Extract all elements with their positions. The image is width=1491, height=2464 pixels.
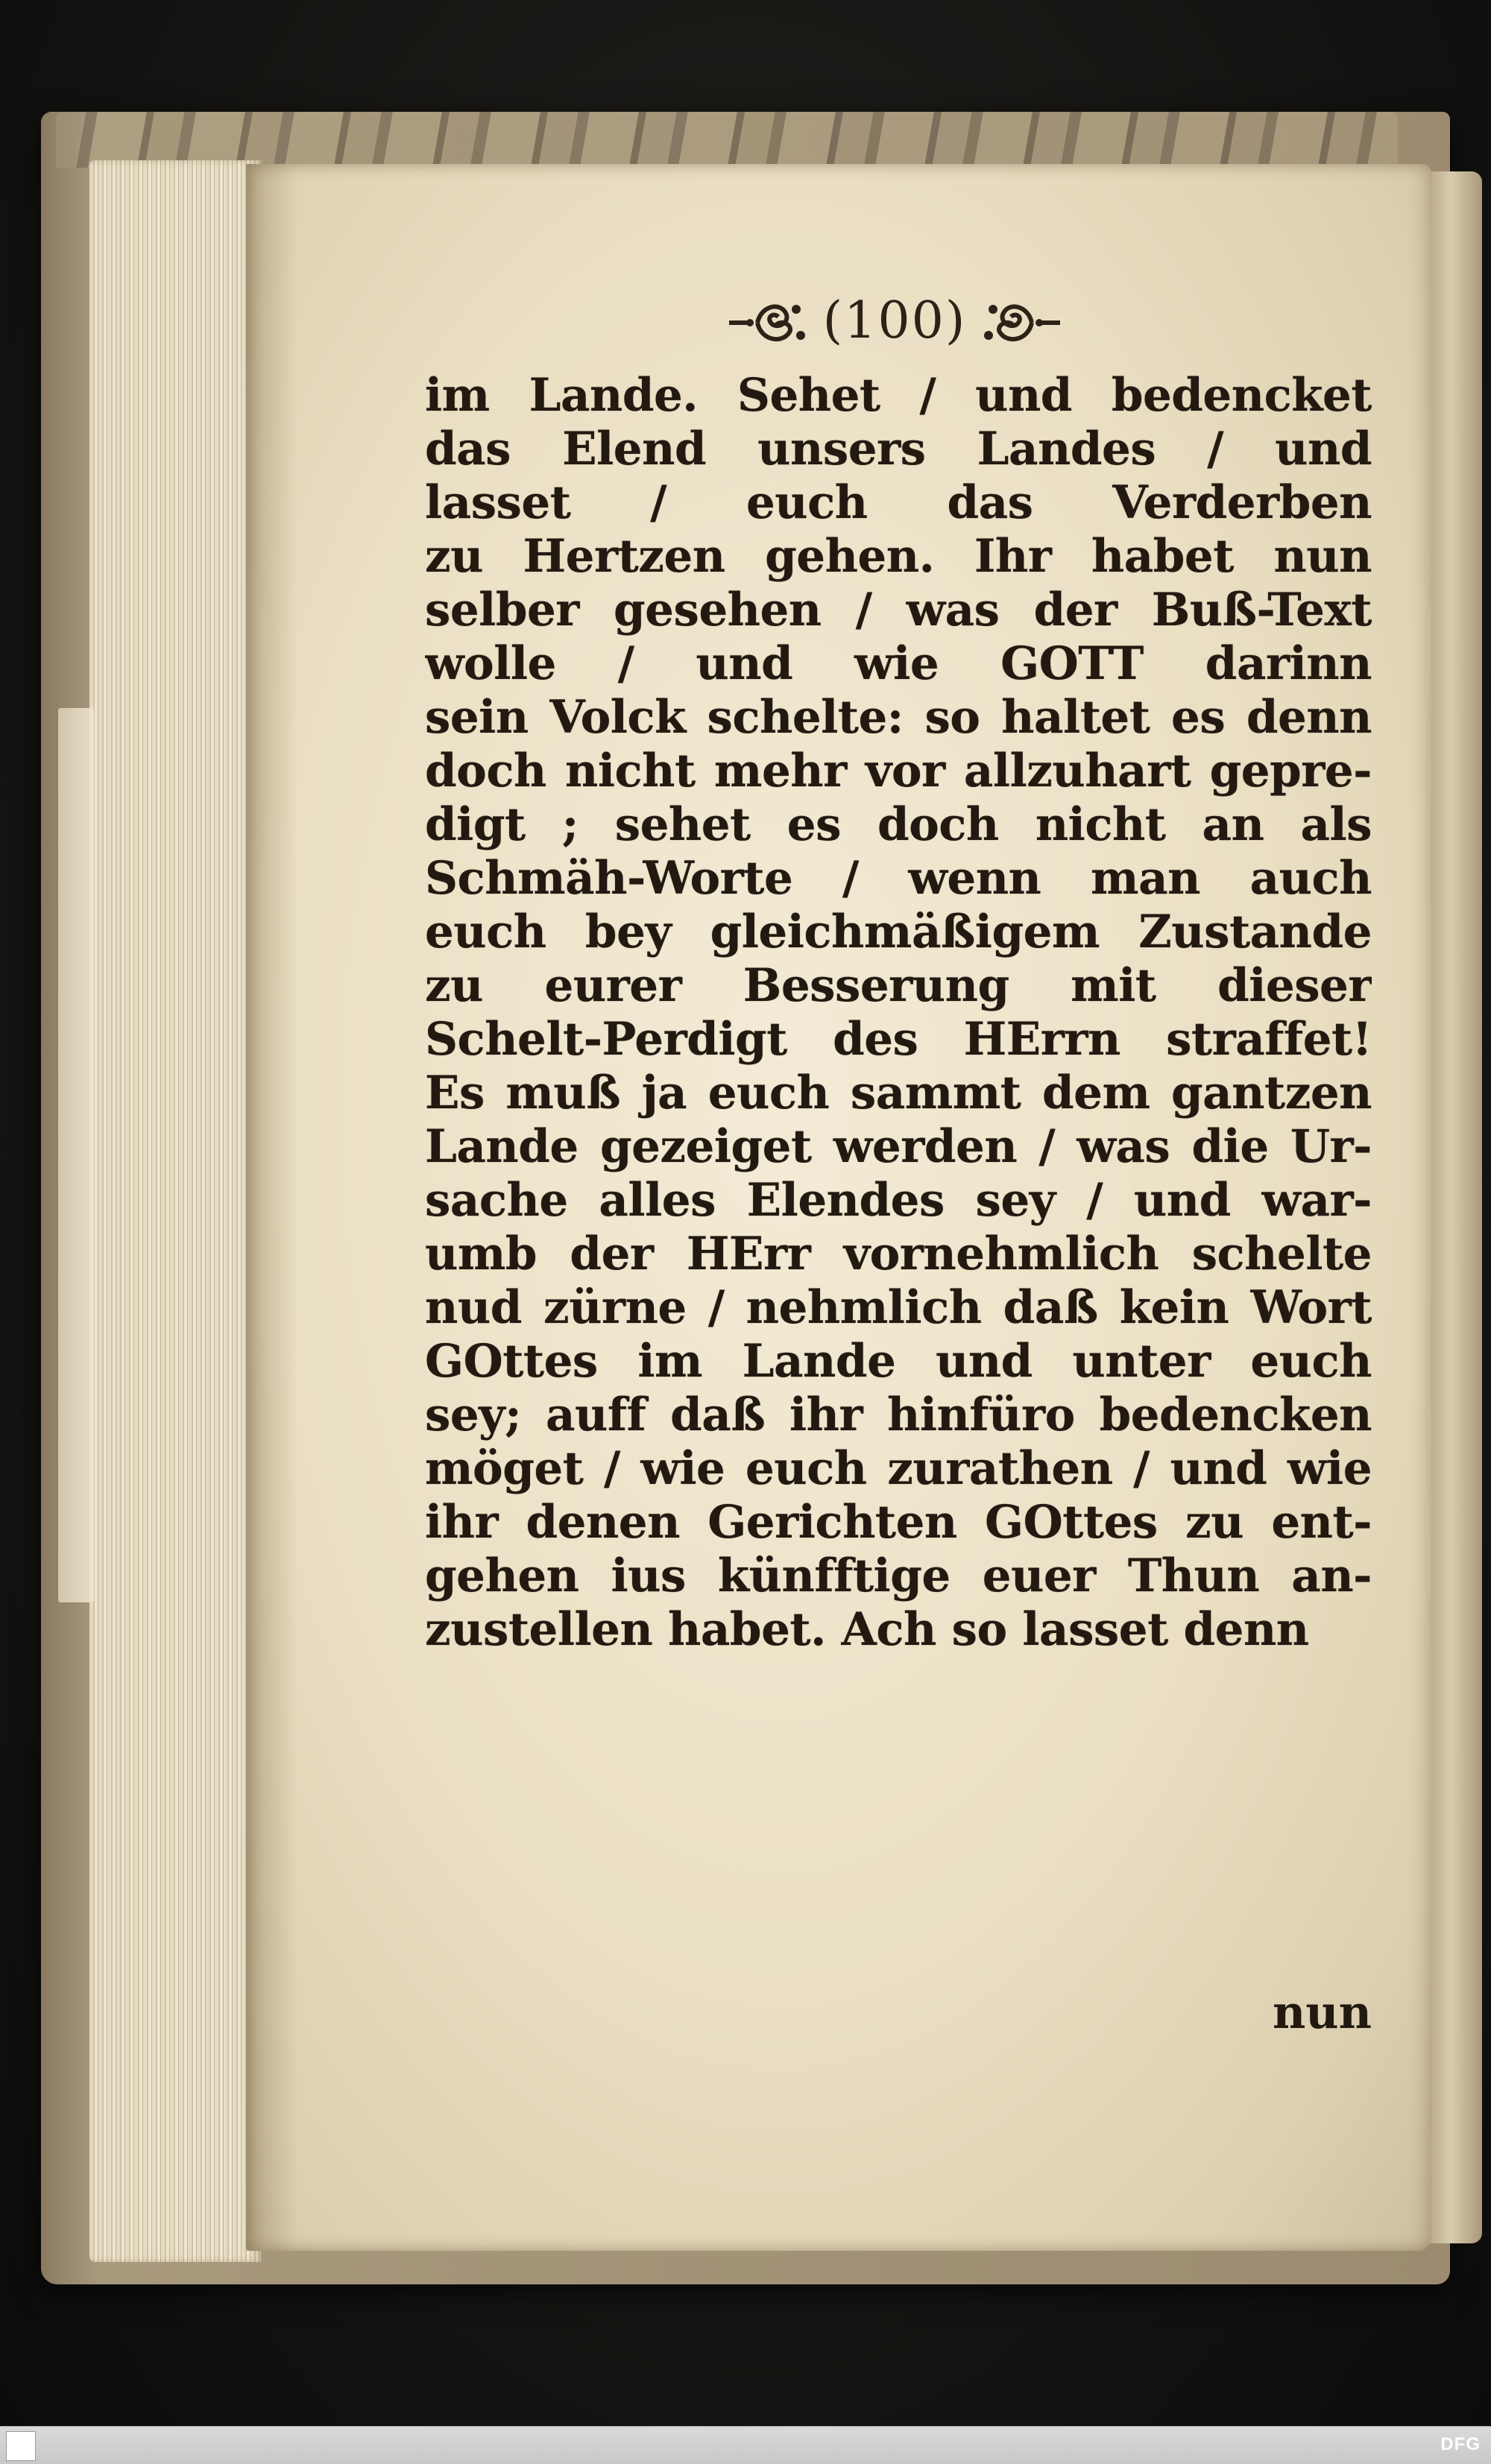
text-line: euch bey gleichmäßigem Zustande [425,906,1372,958]
text-line: wolle / und wie GOTT darinn [425,637,1372,690]
text-line: Lande gezeiget werden / was die Ur- [425,1120,1372,1173]
text-line: das Elend unsers Landes / und [425,423,1372,476]
text-line: zu Hertzen gehen. Ihr habet nun [425,530,1372,583]
right-page-edge [1430,171,1482,2243]
text-line: GOttes im Lande und unter euch [425,1335,1372,1388]
paper-strip [58,708,94,1602]
text-line: zustellen habet. Ach so lasset denn [425,1603,1309,1656]
body-text [425,369,1372,1657]
text-line: sey; auff daß ihr hinfüro bedencken [425,1389,1372,1441]
text-line: umb der HErr vornehmlich schelte [425,1228,1372,1280]
left-ornament-icon [728,294,810,347]
text-line: Schmäh-Worte / wenn man auch [425,852,1372,905]
text-line: Schelt-Perdigt des HErrn straffet! [425,1013,1372,1066]
dfg-logo: DFG [1440,2434,1481,2454]
text-line: selber gesehen / was der Buß-Text [425,584,1372,636]
catchword: nun [1272,1986,1372,2039]
viewer-footer [0,2426,1491,2464]
text-line: im Lande. Sehet / und bedencket [425,369,1372,422]
text-line: doch nicht mehr vor allzuhart gepre- [425,745,1372,797]
page-number: (100) [822,291,967,350]
marbled-cover-edge [56,112,1398,168]
page-header [693,279,1096,361]
text-line: zu eurer Besserung mit dieser [425,959,1372,1012]
text-line: sein Volck schelte: so haltet es denn [425,691,1372,744]
text-line: gehen ius künfftige euer Thun an- [425,1550,1372,1602]
text-line: ihr denen Gerichten GOttes zu ent- [425,1496,1372,1549]
text-line: möget / wie euch zurathen / und wie [425,1442,1372,1495]
text-line: lasset / euch das Verderben [425,476,1372,529]
gutter-shadow [246,164,298,2251]
text-line: sache alles Elendes sey / und war- [425,1174,1372,1227]
right-ornament-icon [980,294,1062,347]
text-line: digt ; sehet es doch nicht an als [425,798,1372,851]
text-line: Es muß ja euch sammt dem gantzen [425,1067,1372,1119]
page-edges [89,160,261,2262]
library-logo-icon [6,2431,36,2461]
text-line: nud zürne / nehmlich daß kein Wort [425,1281,1372,1334]
